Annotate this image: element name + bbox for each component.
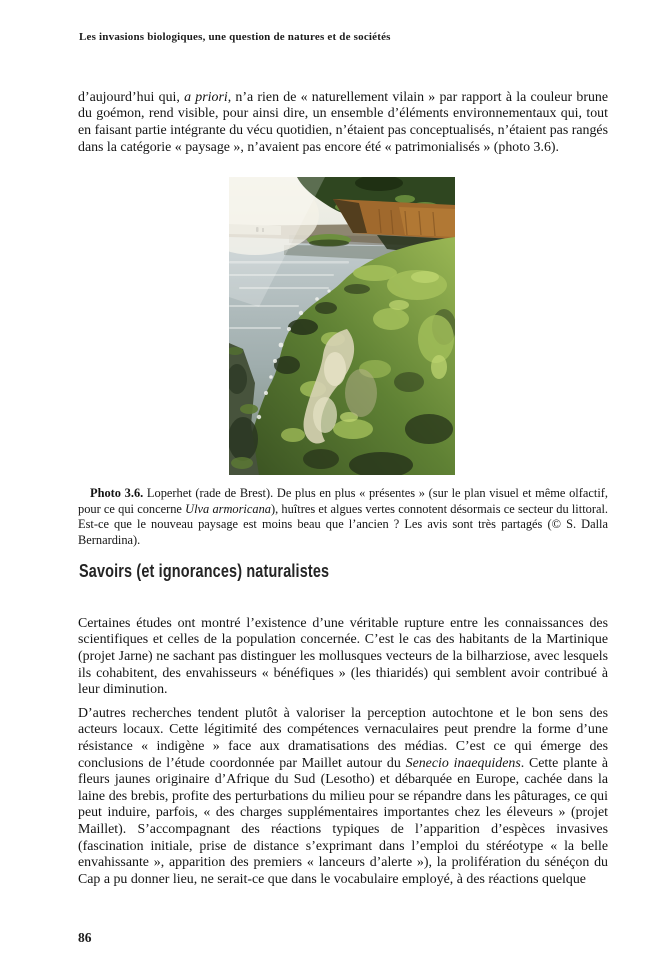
section-heading: Savoirs (et ignorances) naturalistes [79,560,330,581]
photo-caption: Photo 3.6. Loperhet (rade de Brest). De plus en plus « présentes » (sur le plan visuel et même olfactif, pour ce qui concerne Ulva armoricana), huîtres et algues vertes connotent désormais ce secteur du littoral. Est-ce que le nouveau paysage est moins beau que l’ancien ? Les avis sont très partagés (© S. Dalla Bernardina). [78,486,608,547]
page-number: 86 [78,930,92,945]
paragraph: D’autres recherches tendent plutôt à valoriser la perception autochtone et le bon sens des acteurs locaux. Cette légitimité des compétences vernaculaires peut prendre la forme d’une résistance « indigène » face aux dramatisations des médias. C’est ce qui émerge des conclusions de l’étude coordonnée par Maillet autour du Senecio inaequidens. Cette plante à fleurs jaunes originaire d’Afrique du Sud (Lesotho) et débarquée en Europe, cachée dans la laine des brebis, profite des perturbations du milieu pour se répandre dans les pâturages, ce qui peut induire, parfois, « des charges supplémentaires importantes chez les éleveurs » (projet Maillet). S’accompagnant des réactions typiques de l’apparition d’espèces invasives (fascination initiale, prise de distance s’exprimant dans l’emploi du stéréotype « la belle envahissante », apparition des premiers « lanceurs d’alerte »), la prolifération du sénéçon du Cap a pu donner lieu, ne serait-ce que dans le vocabulaire employé, à des réactions quelque [78,705,608,887]
algae-islet [307,234,351,247]
paragraph-continuation: d’aujourd’hui qui, a priori, n’a rien de « naturellement vilain » par rapport à la couleur brune du goémon, rend visible, pour ainsi dire, un ensemble d’éléments environnementaux qui, tout en faisant partie intégrante du vécu quotidien, n’étaient pas conceptualisés, n’étaient pas rangés dans la catégorie « paysage », n’avaient pas encore été « patrimonialisés » (photo 3.6). [78,89,609,155]
photo-3-6 [229,177,455,475]
running-header: Les invasions biologiques, une question de natures et de sociétés [79,31,391,43]
paragraph: Certaines études ont montré l’existence d’une véritable rupture entre les connaissances des scientifiques et celles de la population concernée. C’est le cas des habitants de la Martinique (projet Jarne) ne sachant pas distinguer les mollusques vecteurs de la bilharziose, avec lesquels ils cohabitent, des envahisseurs « bénéfiques » (les thiaridés) qui semblent avoir contribué à leur diminution. [78,615,608,698]
coastal-photo-illustration [229,177,455,475]
